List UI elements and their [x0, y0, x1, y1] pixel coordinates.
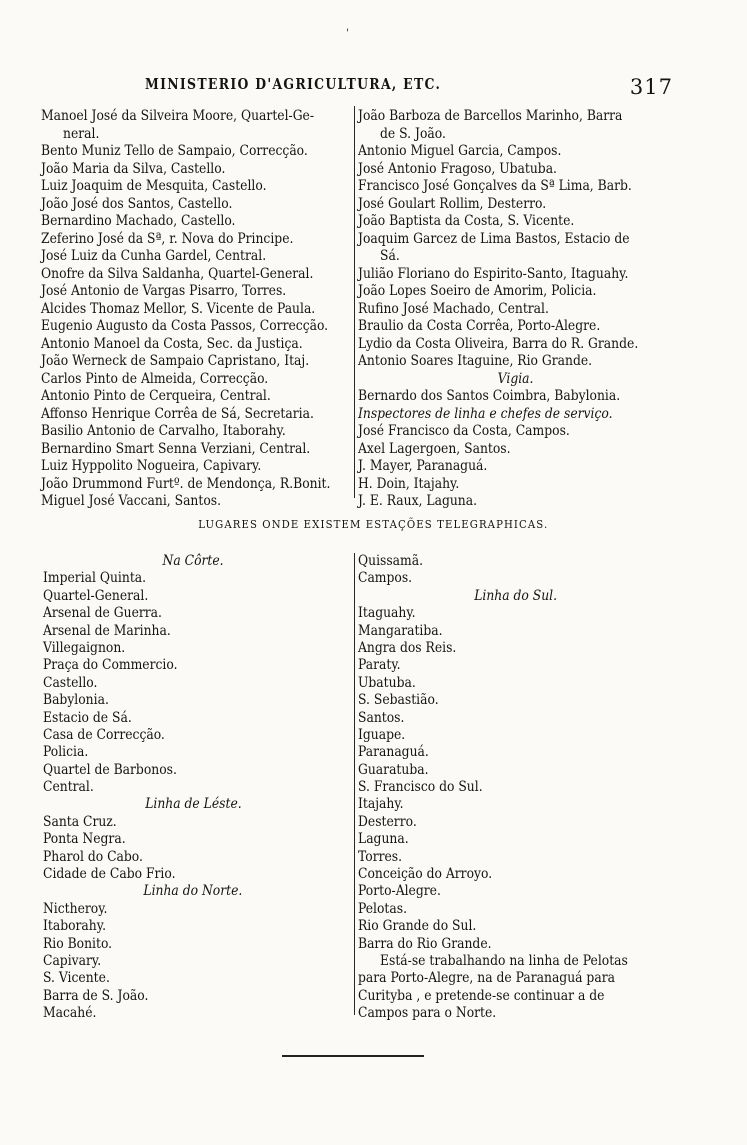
line-text: Quartel de Barbonos. [43, 761, 177, 778]
line-text: João Werneck de Sampaio Capristano, Itaj. [41, 353, 310, 369]
list-line [358, 143, 674, 161]
list-line [43, 936, 343, 953]
list-line [43, 657, 343, 674]
line-text: Desterro. [358, 813, 417, 830]
list-line [43, 727, 343, 744]
list-line [358, 301, 674, 319]
list-line [358, 796, 674, 813]
section-heading [358, 371, 674, 389]
line-text: Cidade de Cabo Frio. [43, 866, 176, 883]
list-line [43, 901, 343, 918]
line-text: João Drummond Furtº. de Mendonça, R.Bonit. [41, 475, 331, 492]
line-text: Linha do Sul. [474, 587, 558, 604]
list-line [43, 570, 343, 587]
list-line [358, 493, 674, 511]
list-line [358, 553, 674, 570]
list-line [43, 744, 343, 761]
line-text: Laguna. [358, 831, 409, 848]
list-line [358, 657, 674, 674]
line-text: S. Vicente. [43, 970, 110, 987]
column-divider-top [354, 106, 355, 498]
list-line [41, 441, 353, 459]
line-text: Arsenal de Marinha. [43, 622, 171, 639]
list-line [41, 476, 353, 494]
list-line [43, 675, 343, 692]
list-line [41, 178, 353, 196]
line-text: Nictheroy. [43, 900, 108, 917]
list-line [358, 970, 674, 987]
list-line [41, 336, 353, 354]
line-text: Quissamã. [358, 553, 424, 569]
line-text: João Barboza de Barcellos Marinho, Barra [358, 108, 623, 124]
line-text: Paranaguá. [358, 744, 429, 761]
line-text: J. E. Raux, Laguna. [358, 493, 478, 509]
line-text: Sá. [380, 248, 400, 264]
list-line [41, 353, 353, 371]
running-head: MINISTERIO D'AGRICULTURA, ETC. [145, 76, 442, 93]
line-text: Antonio Pinto de Cerqueira, Central. [41, 388, 271, 404]
list-line [358, 831, 674, 848]
list-line [43, 623, 343, 640]
list-line [43, 831, 343, 848]
line-text: Santa Cruz. [43, 813, 117, 830]
line-text: Campos para o Norte. [358, 1005, 497, 1022]
list-line [358, 336, 674, 354]
line-text: Barra de S. João. [43, 987, 149, 1004]
line-text: Praça do Commercio. [43, 657, 178, 674]
list-line [358, 623, 674, 640]
line-text: Rufino José Machado, Central. [358, 300, 549, 317]
list-line [358, 779, 674, 796]
stations-list-right [358, 553, 674, 1023]
line-text: Luiz Hyppolito Nogueira, Capivary. [41, 458, 262, 474]
list-line [358, 936, 674, 953]
list-line [358, 953, 674, 970]
list-line [358, 441, 674, 459]
list-line [41, 283, 353, 301]
line-text: Campos. [358, 570, 413, 587]
list-line [43, 918, 343, 935]
line-text: para Porto-Alegre, na de Paranaguá para [358, 970, 615, 987]
list-line [358, 318, 674, 336]
list-line [41, 458, 353, 476]
list-line [43, 779, 343, 796]
list-line [43, 953, 343, 970]
section-heading [43, 796, 343, 813]
list-line [41, 231, 353, 249]
line-text: Linha do Norte. [143, 883, 243, 900]
line-text: Capivary. [43, 952, 102, 969]
list-line [358, 744, 674, 761]
list-line [358, 108, 674, 126]
list-line [358, 692, 674, 709]
line-text: Itaborahy. [43, 918, 106, 935]
list-line [358, 814, 674, 831]
section-heading [358, 588, 674, 605]
list-line [358, 570, 674, 587]
section-heading [43, 553, 343, 570]
line-text: Está-se trabalhando na linha de Pelotas [380, 952, 628, 969]
list-line [43, 710, 343, 727]
line-text: Quartel-General. [43, 587, 149, 604]
line-text: Villegaignon. [43, 639, 126, 656]
list-line [41, 196, 353, 214]
line-text: Joaquim Garcez de Lima Bastos, Estacio de [358, 230, 630, 247]
line-text: Inspectores de linha e chefes de serviço. [358, 405, 613, 422]
list-line [41, 248, 353, 266]
list-line [358, 178, 674, 196]
list-line [358, 849, 674, 866]
page-number: 317 [629, 75, 673, 99]
stations-list-left [43, 553, 343, 1023]
list-line [358, 762, 674, 779]
line-text: José Francisco da Costa, Campos. [358, 423, 570, 439]
list-line [41, 423, 353, 441]
list-line [41, 388, 353, 406]
line-text: Estacio de Sá. [43, 709, 132, 726]
line-text: João José dos Santos, Castello. [41, 195, 233, 212]
line-text: Iguape. [358, 726, 406, 743]
list-line [43, 762, 343, 779]
list-line [41, 161, 353, 179]
list-line [358, 248, 674, 266]
line-text: S. Sebastião. [358, 692, 439, 709]
line-text: Eugenio Augusto da Costa Passos, Correcção. [41, 318, 329, 334]
list-line [43, 988, 343, 1005]
list-line [358, 640, 674, 657]
list-line [358, 161, 674, 179]
line-text: Porto-Alegre. [358, 883, 441, 900]
column-divider-bottom [354, 553, 355, 1015]
line-text: José Antonio Fragoso, Ubatuba. [358, 160, 557, 177]
line-text: Arsenal de Guerra. [43, 605, 162, 622]
line-text: Itajahy. [358, 796, 404, 813]
line-text: João Baptista da Costa, S. Vicente. [358, 213, 575, 229]
list-line [43, 814, 343, 831]
section-heading [43, 883, 343, 900]
line-text: Antonio Miguel Garcia, Campos. [358, 143, 562, 159]
list-line [41, 318, 353, 336]
line-text: Ubatuba. [358, 674, 416, 691]
list-line [358, 988, 674, 1005]
line-text: de S. João. [380, 125, 446, 142]
line-text: Angra dos Reis. [358, 639, 457, 656]
end-rule [282, 1055, 424, 1057]
line-text: Santos. [358, 709, 405, 726]
line-text: Manoel José da Silveira Moore, Quartel-Ge- [41, 108, 315, 124]
list-line [358, 423, 674, 441]
line-text: Bernardino Smart Senna Verziani, Central. [41, 440, 311, 457]
line-text: Casa de Correcção. [43, 726, 165, 743]
line-text: Paraty. [358, 657, 401, 674]
list-line [358, 605, 674, 622]
line-text: Bernardo dos Santos Coimbra, Babylonia. [358, 388, 621, 404]
line-text: Francisco José Gonçalves da Sª Lima, Barb. [358, 178, 632, 194]
line-text: Central. [43, 779, 94, 796]
list-line [41, 213, 353, 231]
line-text: Babylonia. [43, 692, 109, 709]
line-text: Onofre da Silva Saldanha, Quartel-General. [41, 265, 314, 282]
list-line [41, 143, 353, 161]
line-text: Braulio da Costa Corrêa, Porto-Alegre. [358, 318, 601, 334]
list-line [41, 493, 353, 511]
list-line [43, 588, 343, 605]
list-line [358, 901, 674, 918]
line-text: Itaguahy. [358, 605, 416, 622]
list-line [358, 458, 674, 476]
line-text: Axel Lagergoen, Santos. [358, 440, 511, 457]
line-text: Guaratuba. [358, 761, 429, 778]
list-line [358, 388, 674, 406]
list-line [358, 883, 674, 900]
line-text: João Lopes Soeiro de Amorim, Policia. [358, 283, 597, 299]
section-title-text: LUGARES ONDE EXISTEM ESTAÇÕES TELEGRAPHICAS. [198, 518, 549, 531]
line-text: Zeferino José da Sª, r. Nova do Principe. [41, 230, 294, 247]
list-line [358, 213, 674, 231]
line-text: Vigia. [498, 370, 534, 387]
line-text: Bento Muniz Tello de Sampaio, Correcção. [41, 143, 308, 159]
list-line [358, 406, 674, 424]
line-text: José Goulart Rollim, Desterro. [358, 195, 547, 212]
list-line [41, 371, 353, 389]
list-line [358, 126, 674, 144]
list-line [358, 231, 674, 249]
line-text: Pelotas. [358, 900, 408, 917]
list-line [358, 866, 674, 883]
list-line [358, 476, 674, 494]
list-line [43, 692, 343, 709]
line-text: Antonio Manoel da Costa, Sec. da Justiça. [41, 335, 303, 352]
line-text: Luiz Joaquim de Mesquita, Castello. [41, 178, 267, 194]
list-line [43, 866, 343, 883]
list-line [43, 849, 343, 866]
list-line [358, 675, 674, 692]
list-line [41, 126, 353, 144]
line-text: Mangaratiba. [358, 622, 443, 639]
line-text: H. Doin, Itajahy. [358, 475, 460, 492]
line-text: Conceição do Arroyo. [358, 866, 493, 883]
line-text: Linha de Léste. [144, 796, 242, 813]
list-line [358, 1005, 674, 1022]
line-text: Ponta Negra. [43, 831, 126, 848]
list-line [358, 727, 674, 744]
line-text: Miguel José Vaccani, Santos. [41, 493, 222, 509]
line-text: João Maria da Silva, Castello. [41, 160, 226, 177]
list-line [358, 283, 674, 301]
personnel-list-left [41, 108, 353, 511]
list-line [358, 353, 674, 371]
list-line [43, 970, 343, 987]
page-header [145, 76, 673, 100]
section-title [0, 518, 747, 531]
personnel-list-right [358, 108, 674, 511]
line-text: Carlos Pinto de Almeida, Correcção. [41, 370, 269, 387]
line-text: J. Mayer, Paranaguá. [358, 458, 488, 474]
line-text: Imperial Quinta. [43, 570, 147, 587]
list-line [41, 301, 353, 319]
list-line [358, 196, 674, 214]
line-text: Affonso Henrique Corrêa de Sá, Secretaria. [41, 405, 314, 422]
line-text: Curityba , e pretende-se continuar a de [358, 987, 605, 1004]
list-line [43, 605, 343, 622]
line-text: Alcides Thomaz Mellor, S. Vicente de Paula. [41, 300, 316, 317]
line-text: Julião Floriano do Espirito-Santo, Itaguahy. [358, 265, 629, 282]
list-line [358, 710, 674, 727]
line-text: Castello. [43, 674, 98, 691]
list-line [43, 640, 343, 657]
line-text: Macahé. [43, 1005, 97, 1022]
line-text: Barra do Rio Grande. [358, 935, 492, 952]
line-text: Policia. [43, 744, 89, 761]
list-line [41, 266, 353, 284]
line-text: José Antonio de Vargas Pisarro, Torres. [41, 283, 287, 299]
line-text: Torres. [358, 848, 403, 865]
line-text: Pharol do Cabo. [43, 848, 143, 865]
print-mark: ' [346, 28, 349, 39]
line-text: Bernardino Machado, Castello. [41, 213, 236, 229]
line-text: José Luiz da Cunha Gardel, Central. [41, 248, 267, 264]
line-text: Na Côrte. [162, 553, 224, 569]
list-line [41, 406, 353, 424]
list-line [358, 266, 674, 284]
line-text: Basilio Antonio de Carvalho, Itaborahy. [41, 423, 286, 439]
list-line [358, 918, 674, 935]
list-line [41, 108, 353, 126]
line-text: Antonio Soares Itaguine, Rio Grande. [358, 353, 593, 369]
line-text: S. Francisco do Sul. [358, 779, 483, 796]
list-line [43, 1005, 343, 1022]
line-text: Rio Grande do Sul. [358, 918, 477, 935]
line-text: Rio Bonito. [43, 935, 113, 952]
line-text: Lydio da Costa Oliveira, Barra do R. Grande. [358, 335, 639, 352]
line-text: neral. [63, 125, 100, 142]
